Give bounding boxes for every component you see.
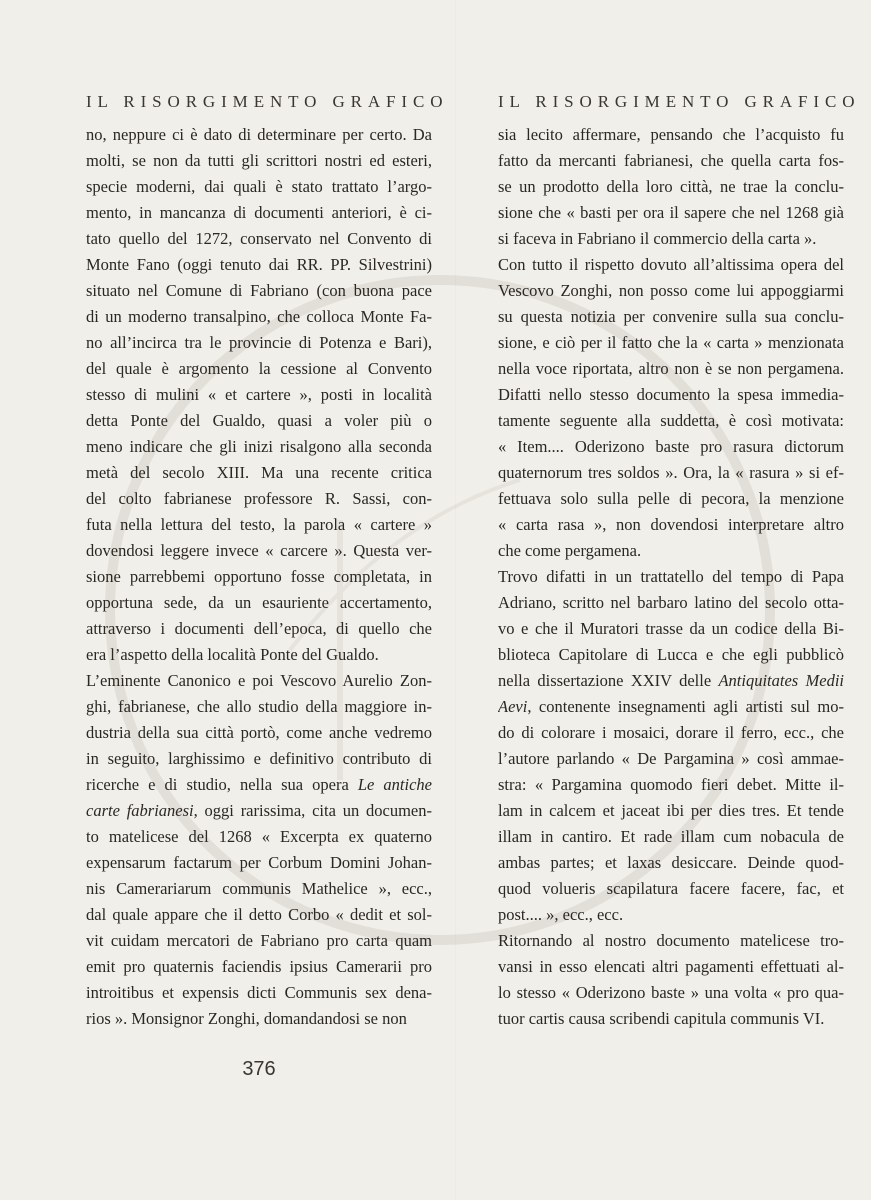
text-line: L’eminente Canonico e poi Vescovo Aurelio Zon- bbox=[86, 671, 432, 690]
text-line: sione, e ciò per il fatto che la « carta » menzionata bbox=[498, 333, 844, 352]
text-line: dal quale appare che il detto Corbo « dedit et sol- bbox=[86, 905, 432, 924]
text-line: se un prodotto della loro città, ne trae la conclu- bbox=[498, 177, 844, 196]
text-line: vit cuidam mercatori de Fabriano pro carta quam bbox=[86, 931, 432, 950]
text-line: si faceva in Fabriano il commercio della carta ». bbox=[498, 229, 817, 248]
running-head-left: IL RISORGIMENTO GRAFICO bbox=[86, 92, 449, 111]
text-line: do di colorare i mosaici, dorare il ferro, ecc., che bbox=[498, 723, 844, 742]
text-line: nella voce riportata, altro non è se non pergamena. bbox=[498, 359, 844, 378]
text-segment: , oggi rarissima, cita un documen- bbox=[193, 801, 432, 820]
text-line: metà del secolo XIII. Ma una recente critica bbox=[86, 463, 432, 482]
text-line: Trovo difatti in un trattatello del tempo di Papa bbox=[498, 567, 844, 586]
text-line: in seguito, larghissimo e definitivo contributo di bbox=[86, 749, 432, 768]
text-line: blioteca Capitolare di Lucca e che egli pubblicò bbox=[498, 645, 844, 664]
italic-title: Antiquitates Medii bbox=[718, 671, 844, 690]
left-column bbox=[86, 92, 449, 1032]
text-line: lo stesso « Oderizono baste » una volta « pro qua- bbox=[498, 983, 844, 1002]
italic-title: Le antiche bbox=[357, 775, 432, 794]
text-line: dustria della sua città portò, come anche vedremo bbox=[86, 723, 432, 742]
text-line: l’autore parlando « De Pargamina » così ammae- bbox=[498, 749, 844, 768]
text-line: tato quello del 1272, conservato nel Convento di bbox=[86, 229, 432, 248]
text-line: del colto fabrianese professore R. Sassi, con- bbox=[86, 489, 432, 508]
text-line: di un moderno transalpino, che colloca Monte Fa- bbox=[86, 307, 432, 326]
text-line: expensarum factarum per Corbum Domini Johan- bbox=[86, 853, 432, 872]
text-line: molti, se non da tutti gli scrittori nostri ed esteri, bbox=[86, 151, 432, 170]
page-number: 376 bbox=[242, 1058, 276, 1080]
text-line: quaternorum tres soldos ». Ora, la « rasura » si ef- bbox=[498, 463, 844, 482]
text-line: dovendosi leggere invece « carcere ». Questa ver- bbox=[86, 541, 432, 560]
text-line bbox=[498, 668, 844, 694]
gutter bbox=[455, 0, 456, 1200]
text-line: illam in cantiro. Et rade illam cum nobacula de bbox=[498, 827, 844, 846]
text-line: « Item.... Oderizono baste pro rasura dictorum bbox=[498, 437, 844, 456]
text-line: che come pergamena. bbox=[498, 541, 642, 560]
text-line: situato nel Comune di Fabriano (con buona pace bbox=[86, 281, 432, 300]
text-line: ghi, fabrianese, che allo studio della maggiore in- bbox=[86, 697, 432, 716]
text-line: Monte Fano (oggi tenuto dai RR. PP. Silvestrini) bbox=[86, 255, 432, 274]
italic-title: carte fabrianesi bbox=[86, 801, 194, 820]
text-line bbox=[86, 772, 432, 798]
text-line: rios ». Monsignor Zonghi, domandandosi se non bbox=[86, 1009, 407, 1028]
text-line: mento, in mancanza di documenti anteriori, è ci- bbox=[86, 203, 432, 222]
right-text-block bbox=[498, 122, 844, 1032]
text-line: specie moderni, dai quali è stato trattato l’argo- bbox=[86, 177, 432, 196]
text-line: fettuava solo sulla pelle di pecora, la menzione bbox=[498, 489, 844, 508]
text-line: detta Ponte del Gualdo, quasi a voler più o bbox=[86, 411, 432, 430]
text-line: Difatti nello stesso documento la spesa immedia- bbox=[498, 385, 844, 404]
text-line: vo e che il Muratori trasse da un codice della Bi- bbox=[498, 619, 844, 638]
text-line: fatto da mercanti fabrianesi, che quella carta fos- bbox=[498, 151, 844, 170]
text-line: emit pro quaternis faciendis ipsius Camerarii pro bbox=[86, 957, 432, 976]
text-segment: nella dissertazione XXIV delle bbox=[498, 671, 712, 690]
text-line: tuor cartis causa scribendi capitula communis VI. bbox=[498, 1009, 825, 1028]
text-line: su questa notizia per convenire sulla sua conclu- bbox=[498, 307, 844, 326]
text-line: sione parrebbemi opportuno fosse completata, in bbox=[86, 567, 432, 586]
text-line bbox=[86, 798, 432, 824]
text-line: nis Camerariarum communis Mathelice », ecc., bbox=[86, 879, 432, 898]
left-text-block bbox=[86, 122, 432, 1032]
text-line: era l’aspetto della località Ponte del Gualdo. bbox=[86, 645, 379, 664]
running-head-right: IL RISORGIMENTO GRAFICO bbox=[498, 92, 861, 111]
text-line: meno indicare che gli inizi risalgono alla seconda bbox=[86, 437, 432, 456]
text-line: opportuna sede, da un esauriente accertamento, bbox=[86, 593, 432, 612]
text-line: to matelicese del 1268 « Excerpta ex quaterno bbox=[86, 827, 432, 846]
text-line: vansi in esso elencati altri pagamenti effettuati al- bbox=[498, 957, 844, 976]
text-line: stra: « Pargamina quomodo fieri debet. Mitte il- bbox=[498, 775, 844, 794]
text-line: lam in calcem et jaceat ibi per dies tres. Et tende bbox=[498, 801, 844, 820]
text-line: quod volueris scapilatura facere facere, fac, et bbox=[498, 879, 844, 898]
text-line: Ritornando al nostro documento matelicese tro- bbox=[498, 931, 844, 950]
text-line: tamente seguente alla suddetta, è così motivata: bbox=[498, 411, 844, 430]
text-line: futa nella lettura del testo, la parola « cartere » bbox=[86, 515, 432, 534]
italic-title: Aevi bbox=[498, 697, 528, 716]
text-line: introitibus et expensis dicti Communis sex dena- bbox=[86, 983, 432, 1002]
text-line: del quale è argomento la cessione al Convento bbox=[86, 359, 432, 378]
text-line: attraverso i documenti dell’epoca, di quello che bbox=[86, 619, 432, 638]
text-line: Con tutto il rispetto dovuto all’altissima opera del bbox=[498, 255, 844, 274]
text-line: « carta rasa », non dovendosi interpretare altro bbox=[498, 515, 844, 534]
text-line: post.... », ecc., ecc. bbox=[498, 905, 624, 924]
text-segment: ricerche e di studio, nella sua opera bbox=[86, 775, 349, 794]
right-column bbox=[498, 92, 861, 1032]
text-line: Vescovo Zonghi, non posso come lui appoggiarmi bbox=[498, 281, 844, 300]
text-line: stesso di mulini « et cartere », posti in località bbox=[86, 385, 432, 404]
text-line: no all’incirca tra le provincie di Potenza e Bari), bbox=[86, 333, 432, 352]
text-segment: , contenente insegnamenti agli artisti sul mo- bbox=[527, 697, 844, 716]
text-line: sia lecito affermare, pensando che l’acquisto fu bbox=[498, 125, 844, 144]
text-line: Adriano, scritto nel barbaro latino del secolo otta- bbox=[498, 593, 844, 612]
text-line: ambas partes; et laxas desiccare. Deinde quod- bbox=[498, 853, 844, 872]
text-line: no, neppure ci è dato di determinare per certo. Da bbox=[86, 125, 432, 144]
text-line bbox=[498, 694, 844, 720]
text-line: sione che « basti per ora il sapere che nel 1268 già bbox=[498, 203, 844, 222]
